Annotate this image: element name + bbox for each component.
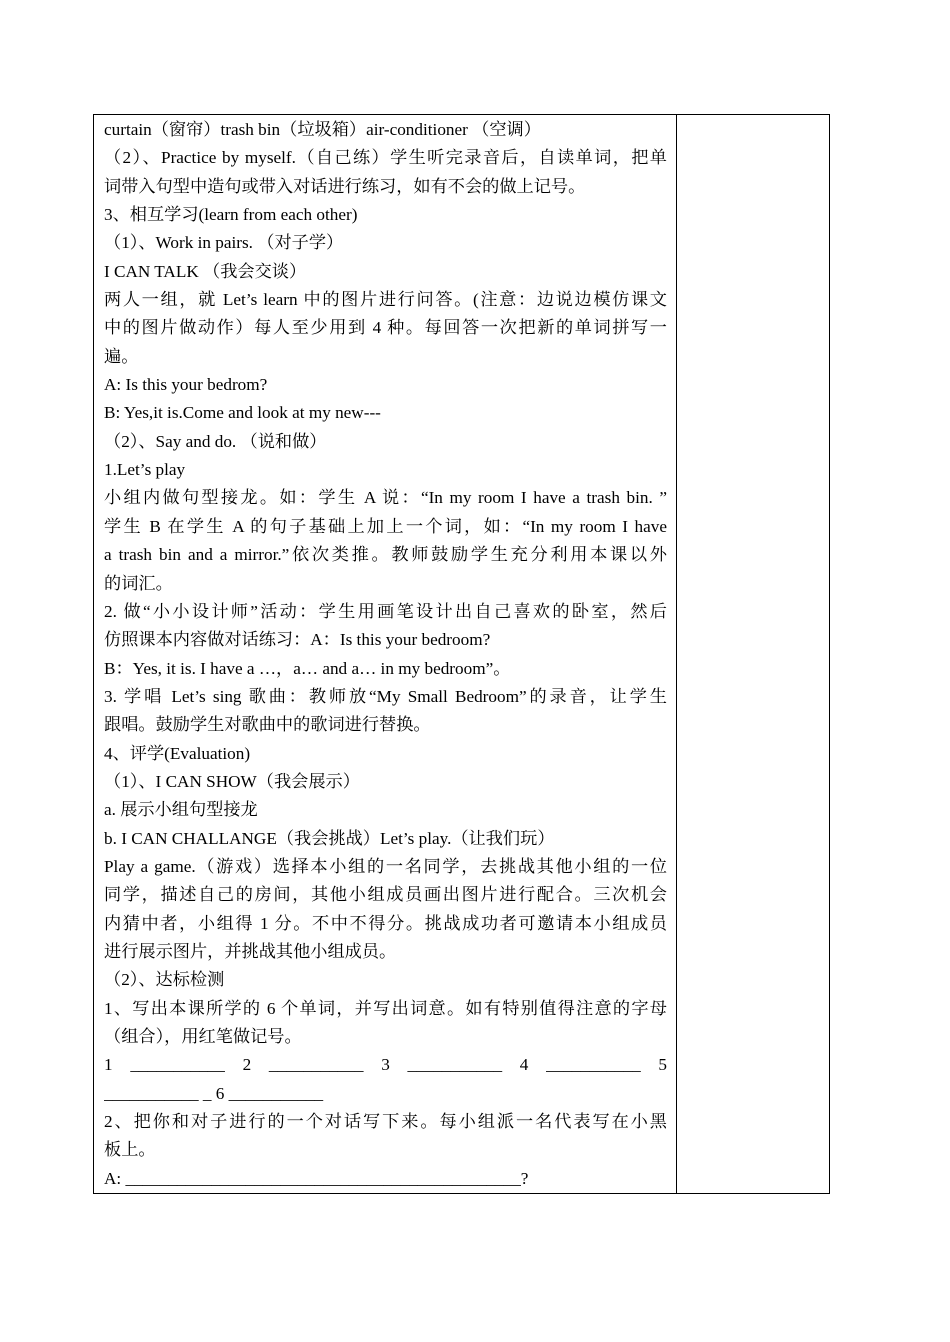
blank-fill-line: A: ______________________________________________? <box>104 1168 529 1188</box>
text-line: 跟唱。鼓励学生对歌曲中的歌词进行替换。 <box>104 715 431 735</box>
text-line: 4、评学(Evaluation) <box>104 743 251 763</box>
text-line: （2）、Say and do. （说和做） <box>104 431 327 451</box>
text-line: 1.Let’s play <box>104 460 186 480</box>
text-line: 中的图片做动作）每人至少用到 4 种。每回答一次把新的单词拼写一 <box>104 318 667 338</box>
text-line: I CAN TALK （我会交谈） <box>104 261 307 281</box>
text-line: 2. 做“小小设计师”活动：学生用画笔设计出自己喜欢的卧室，然后 <box>104 601 667 621</box>
text-line: 2、把你和对子进行的一个对话写下来。每小组派一名代表写在小黑 <box>104 1112 667 1132</box>
text-line: 同学，描述自己的房间，其他小组成员画出图片进行配合。三次机会 <box>104 885 667 905</box>
text-line: 的词汇。 <box>104 573 173 593</box>
text-line: （组合），用红笔做记号。 <box>104 1027 302 1046</box>
text-line: 进行展示图片，并挑战其他小组成员。 <box>104 941 397 961</box>
text-line: 内猜中者，小组得 1 分。不中不得分。挑战成功者可邀请本小组成员 <box>104 913 667 933</box>
text-line: 1、写出本课所学的 6 个单词，并写出词意。如有特别值得注意的字母 <box>104 998 667 1018</box>
text-line: B：Yes, it is. I have a …，a… and a… in my bedroom”。 <box>104 658 511 678</box>
text-line: Play a game.（游戏）选择本小组的一名同学，去挑战其他小组的一位 <box>104 856 667 876</box>
notes-cell <box>677 115 829 1193</box>
text-line: 3. 学唱 Let’s sing 歌曲：教师放“My Small Bedroom”的录音，让学生 <box>104 686 667 706</box>
lesson-table <box>93 114 830 1194</box>
text-line: （2）、Practice by myself.（自己练）学生听完录音后，自读单词，把单 <box>104 148 667 168</box>
text-line: 仿照课本内容做对话练习：A：Is this your bedroom? <box>104 630 491 650</box>
text-line: 词带入句型中造句或带入对话进行练习，如有不会的做上记号。 <box>104 176 586 196</box>
text-line: 两人一组，就 Let’s learn 中的图片进行问答。(注意：边说边模仿课文 <box>104 290 667 310</box>
text-line: （1）、Work in pairs. （对子学） <box>104 233 344 253</box>
blank-fill-line: ___________ _ 6 ___________ <box>104 1083 324 1103</box>
text-line: curtain（窗帘）trash bin（垃圾箱）air-conditioner （空调） <box>104 120 541 139</box>
text-line: （1）、I CAN SHOW（我会展示） <box>104 771 360 791</box>
text-line: 遍。 <box>104 346 139 366</box>
text-line: a trash bin and a mirror.”依次类推。教师鼓励学生充分利用本课以外 <box>104 545 667 565</box>
text-line: A: Is this your bedrom? <box>104 375 268 395</box>
text-line: 学生 B 在学生 A 的句子基础上加上一个词，如：“In my room I have <box>104 516 667 536</box>
text-line: 3、相互学习(learn from each other) <box>104 205 358 225</box>
blank-fill-line: 1 ___________ 2 ___________ 3 ___________ 4 ___________ 5 <box>104 1055 667 1075</box>
lesson-content-cell <box>94 115 677 1193</box>
text-line: （2）、达标检测 <box>104 970 225 990</box>
text-line: b. I CAN CHALLANGE（我会挑战）Let’s play.（让我们玩） <box>104 828 555 848</box>
text-line: 小组内做句型接龙。如：学生 A 说：“In my room I have a trash bin. ” <box>104 488 667 508</box>
text-line: 板上。 <box>104 1140 156 1160</box>
text-line: B: Yes,it is.Come and look at my new--- <box>104 403 381 423</box>
text-line: a. 展示小组句型接龙 <box>104 800 258 820</box>
